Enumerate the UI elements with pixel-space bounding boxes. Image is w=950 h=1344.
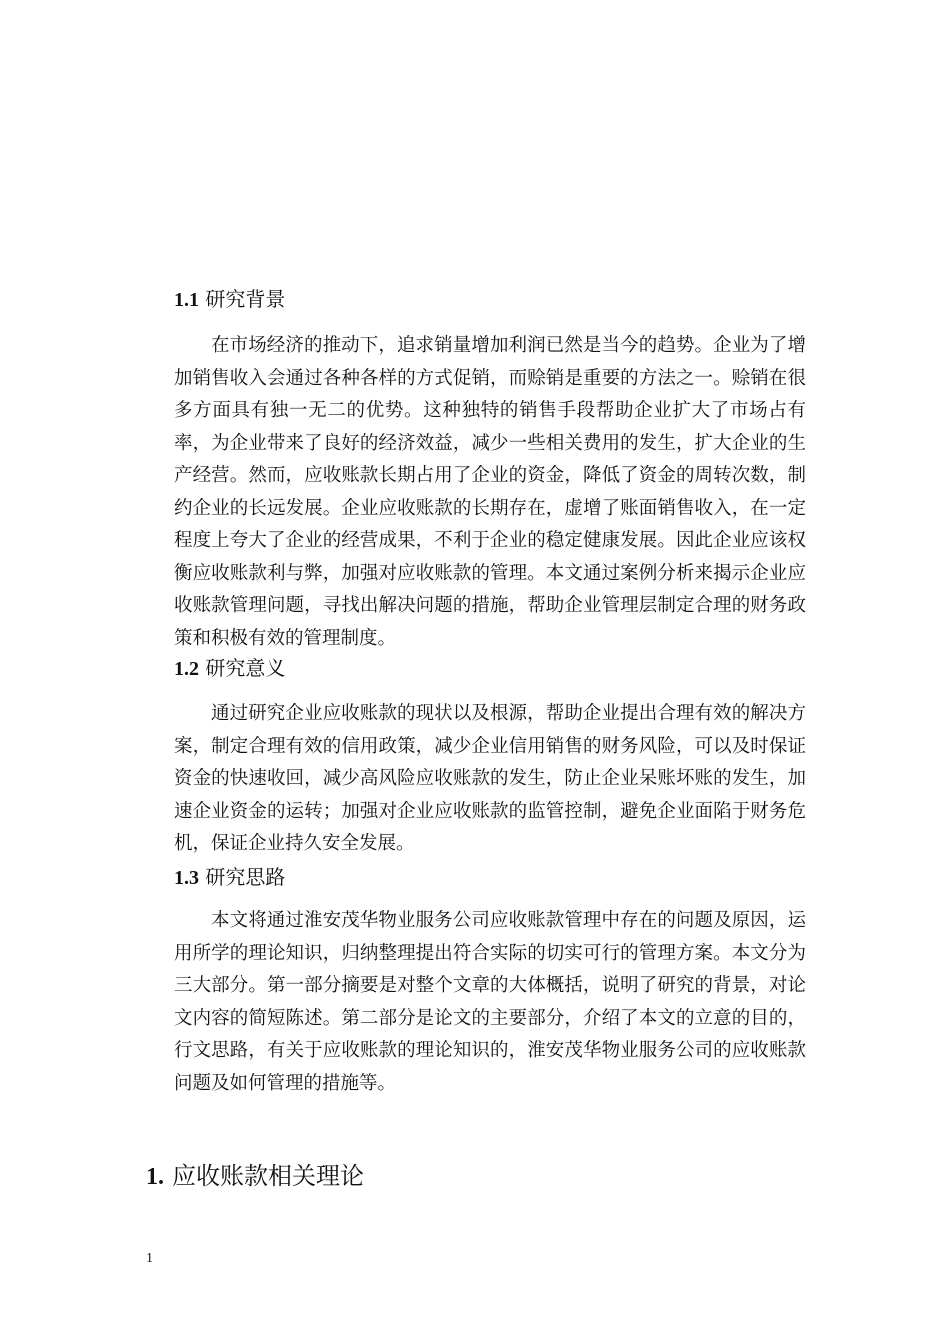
section-heading-1-1 xyxy=(174,286,285,313)
section-number: 1.2 xyxy=(174,658,199,680)
chapter-title: 应收账款相关理论 xyxy=(172,1162,364,1190)
chapter-number: 1. xyxy=(146,1164,164,1190)
section-heading-1-3 xyxy=(174,864,285,891)
section-title: 研究思路 xyxy=(205,865,286,889)
section-paragraph-1-3: 本文将通过淮安茂华物业服务公司应收账款管理中存在的问题及原因，运用所学的理论知识，归纳整理提出符合实际的切实可行的管理方案。本文分为三大部分。第一部分摘要是对整个文章的大体概括，说明了研究的背景，对论文内容的简短陈述。第二部分是论文的主要部分，介绍了本文的立意的目的，行文思路，有关于应收账款的理论知识的，淮安茂华物业服务公司的应收账款问题及如何管理的措施等。 xyxy=(174,910,806,1094)
chapter-heading xyxy=(146,1160,364,1193)
section-title: 研究意义 xyxy=(205,656,286,680)
section-number: 1.1 xyxy=(174,289,199,311)
section-heading-1-2 xyxy=(174,655,285,682)
section-paragraph-1-1: 在市场经济的推动下，追求销量增加利润已然是当今的趋势。企业为了增加销售收入会通过各种各样的方式促销，而赊销是重要的方法之一。赊销在很多方面具有独一无二的优势。这种独特的销售手段帮助企业扩大了市场占有率，为企业带来了良好的经济效益，减少一些相关费用的发生，扩大企业的生产经营。然而，应收账款长期占用了企业的资金，降低了资金的周转次数，制约企业的长远发展。企业应收账款的长期存在，虚增了账面销售收入，在一定程度上夸大了企业的经营成果，不利于企业的稳定健康发展。因此企业应该权衡应收账款利与弊，加强对应收账款的管理。本文通过案例分析来揭示企业应收账款管理问题，寻找出解决问题的措施，帮助企业管理层制定合理的财务政策和积极有效的管理制度。 xyxy=(174,335,806,649)
section-number: 1.3 xyxy=(174,867,199,889)
section-title: 研究背景 xyxy=(205,287,286,311)
page-number: 1 xyxy=(146,1251,153,1266)
section-paragraph-1-2: 通过研究企业应收账款的现状以及根源，帮助企业提出合理有效的解决方案，制定合理有效的信用政策，减少企业信用销售的财务风险，可以及时保证资金的快速收回，减少高风险应收账款的发生，防止企业呆账坏账的发生，加速企业资金的运转；加强对企业应收账款的监管控制，避免企业面陷于财务危机，保证企业持久安全发展。 xyxy=(174,703,806,854)
